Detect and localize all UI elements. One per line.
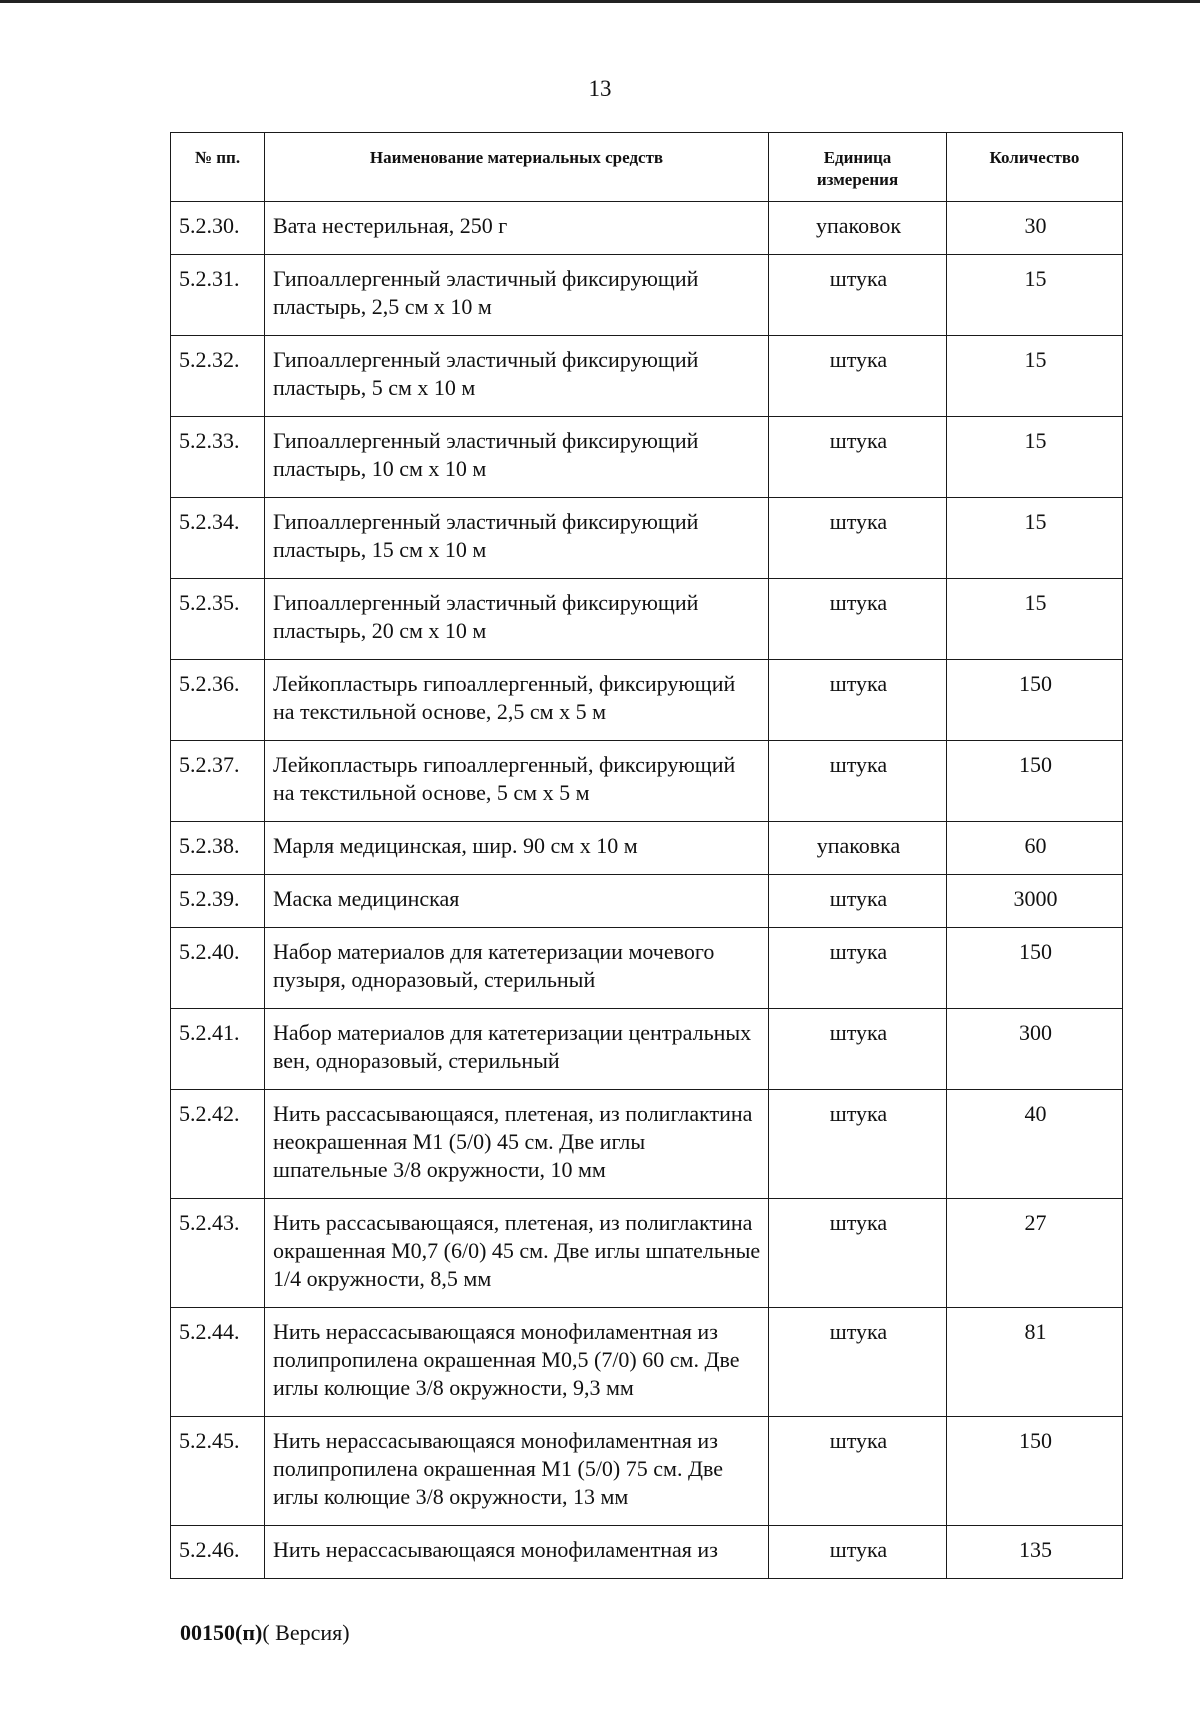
row-quantity: 15 xyxy=(947,579,1123,660)
row-unit: штука xyxy=(769,1090,947,1199)
row-number: 5.2.42. xyxy=(171,1090,265,1199)
header-unit-line1: Единица xyxy=(823,148,892,167)
row-unit: штука xyxy=(769,1308,947,1417)
row-number: 5.2.41. xyxy=(171,1009,265,1090)
row-number: 5.2.46. xyxy=(171,1526,265,1579)
row-item-name: Нить рассасывающаяся, плетеная, из полиглактина окрашенная М0,7 (6/0) 45 см. Две иглы шпательные 1/4 окружности, 8,5 мм xyxy=(265,1199,769,1308)
row-item-name: Вата нестерильная, 250 г xyxy=(265,202,769,255)
row-quantity: 135 xyxy=(947,1526,1123,1579)
row-unit: штука xyxy=(769,1526,947,1579)
row-unit: штука xyxy=(769,579,947,660)
row-quantity: 150 xyxy=(947,1417,1123,1526)
row-number: 5.2.36. xyxy=(171,660,265,741)
table-row xyxy=(171,1308,1123,1417)
row-unit: штука xyxy=(769,255,947,336)
row-quantity: 15 xyxy=(947,255,1123,336)
footer-code: 00150(п) xyxy=(180,1620,263,1645)
row-quantity: 150 xyxy=(947,928,1123,1009)
row-item-name: Гипоаллергенный эластичный фиксирующий пластырь, 20 см х 10 м xyxy=(265,579,769,660)
table-row xyxy=(171,202,1123,255)
table-row xyxy=(171,336,1123,417)
row-number: 5.2.31. xyxy=(171,255,265,336)
table-row xyxy=(171,417,1123,498)
row-quantity: 60 xyxy=(947,822,1123,875)
row-item-name: Маска медицинская xyxy=(265,875,769,928)
row-unit: штука xyxy=(769,1417,947,1526)
row-quantity: 15 xyxy=(947,417,1123,498)
header-unit xyxy=(769,133,947,202)
row-number: 5.2.32. xyxy=(171,336,265,417)
row-item-name: Лейкопластырь гипоаллергенный, фиксирующий на текстильной основе, 5 см х 5 м xyxy=(265,741,769,822)
header-number: № пп. xyxy=(171,133,265,202)
row-unit: упаковок xyxy=(769,202,947,255)
table-row xyxy=(171,741,1123,822)
header-unit-line2: измерения xyxy=(816,170,899,189)
row-item-name: Гипоаллергенный эластичный фиксирующий пластырь, 2,5 см х 10 м xyxy=(265,255,769,336)
row-quantity: 30 xyxy=(947,202,1123,255)
row-unit: штука xyxy=(769,660,947,741)
row-unit: штука xyxy=(769,336,947,417)
row-number: 5.2.35. xyxy=(171,579,265,660)
table-row xyxy=(171,660,1123,741)
table-row xyxy=(171,255,1123,336)
table-row xyxy=(171,498,1123,579)
row-quantity: 300 xyxy=(947,1009,1123,1090)
row-item-name: Гипоаллергенный эластичный фиксирующий пластырь, 15 см х 10 м xyxy=(265,498,769,579)
row-number: 5.2.40. xyxy=(171,928,265,1009)
row-unit: упаковка xyxy=(769,822,947,875)
row-quantity: 150 xyxy=(947,741,1123,822)
row-number: 5.2.37. xyxy=(171,741,265,822)
row-quantity: 27 xyxy=(947,1199,1123,1308)
table-row xyxy=(171,875,1123,928)
table-body xyxy=(171,202,1123,1579)
row-quantity: 15 xyxy=(947,336,1123,417)
table-row xyxy=(171,822,1123,875)
row-number: 5.2.33. xyxy=(171,417,265,498)
row-item-name: Марля медицинская, шир. 90 см х 10 м xyxy=(265,822,769,875)
row-quantity: 40 xyxy=(947,1090,1123,1199)
row-number: 5.2.34. xyxy=(171,498,265,579)
row-unit: штука xyxy=(769,875,947,928)
table-row xyxy=(171,928,1123,1009)
row-item-name: Нить нерассасывающаяся монофиламентная из полипропилена окрашенная М1 (5/0) 75 см. Две иглы колющие 3/8 окружности, 13 мм xyxy=(265,1417,769,1526)
table-row xyxy=(171,579,1123,660)
table-row xyxy=(171,1090,1123,1199)
row-unit: штука xyxy=(769,498,947,579)
table-header-row xyxy=(171,133,1123,202)
row-number: 5.2.44. xyxy=(171,1308,265,1417)
header-quantity: Количество xyxy=(947,133,1123,202)
top-border-line xyxy=(0,0,1200,3)
row-item-name: Лейкопластырь гипоаллергенный, фиксирующий на текстильной основе, 2,5 см х 5 м xyxy=(265,660,769,741)
row-number: 5.2.39. xyxy=(171,875,265,928)
footer-document-code xyxy=(180,1620,350,1646)
row-quantity: 15 xyxy=(947,498,1123,579)
row-unit: штука xyxy=(769,417,947,498)
row-number: 5.2.45. xyxy=(171,1417,265,1526)
row-unit: штука xyxy=(769,741,947,822)
row-unit: штука xyxy=(769,1199,947,1308)
table-row xyxy=(171,1199,1123,1308)
row-item-name: Набор материалов для катетеризации мочевого пузыря, одноразовый, стерильный xyxy=(265,928,769,1009)
table-row xyxy=(171,1526,1123,1579)
table-row xyxy=(171,1009,1123,1090)
row-item-name: Гипоаллергенный эластичный фиксирующий пластырь, 5 см х 10 м xyxy=(265,336,769,417)
row-quantity: 3000 xyxy=(947,875,1123,928)
row-number: 5.2.38. xyxy=(171,822,265,875)
row-quantity: 150 xyxy=(947,660,1123,741)
row-unit: штука xyxy=(769,1009,947,1090)
row-number: 5.2.30. xyxy=(171,202,265,255)
row-unit: штука xyxy=(769,928,947,1009)
row-item-name: Нить рассасывающаяся, плетеная, из полиглактина неокрашенная М1 (5/0) 45 см. Две иглы шпательные 3/8 окружности, 10 мм xyxy=(265,1090,769,1199)
materials-table xyxy=(170,132,1123,1579)
row-quantity: 81 xyxy=(947,1308,1123,1417)
header-name: Наименование материальных средств xyxy=(265,133,769,202)
page-number: 13 xyxy=(588,76,612,101)
row-item-name: Нить нерассасывающаяся монофиламентная из полипропилена окрашенная М0,5 (7/0) 60 см. Две иглы колющие 3/8 окружности, 9,3 мм xyxy=(265,1308,769,1417)
row-item-name: Нить нерассасывающаяся монофиламентная из xyxy=(265,1526,769,1579)
footer-version: ( Версия) xyxy=(262,1620,350,1645)
row-number: 5.2.43. xyxy=(171,1199,265,1308)
table-row xyxy=(171,1417,1123,1526)
row-item-name: Набор материалов для катетеризации центральных вен, одноразовый, стерильный xyxy=(265,1009,769,1090)
row-item-name: Гипоаллергенный эластичный фиксирующий пластырь, 10 см х 10 м xyxy=(265,417,769,498)
